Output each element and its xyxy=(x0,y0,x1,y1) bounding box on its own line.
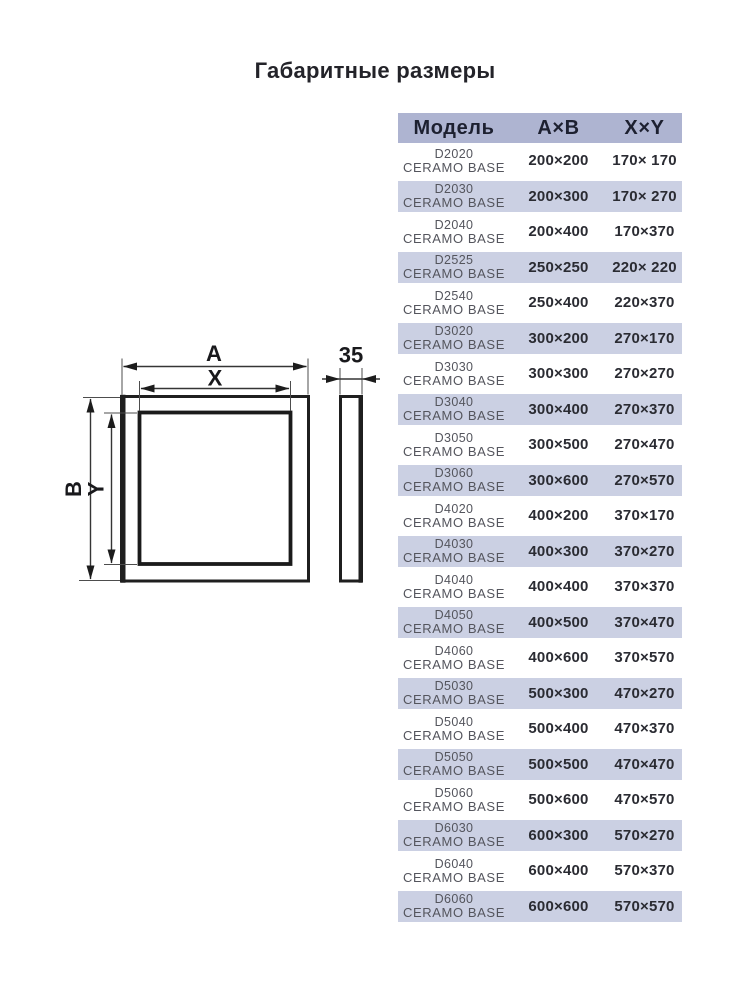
model-code: D4040 xyxy=(434,572,474,587)
dimension-drawing xyxy=(60,330,400,600)
table-row xyxy=(398,853,682,889)
table-row xyxy=(398,747,682,783)
model-cell xyxy=(398,573,510,601)
model-cell xyxy=(398,892,510,920)
axb-value: 600×300 xyxy=(528,826,589,844)
model-cell xyxy=(398,360,510,388)
model-series: CERAMO BASE xyxy=(403,905,505,921)
xxy-value: 270×170 xyxy=(614,329,675,347)
xxy-value: 220× 220 xyxy=(612,258,677,276)
model-series: CERAMO BASE xyxy=(403,834,505,850)
model-series: CERAMO BASE xyxy=(403,727,505,743)
axb-value: 200×300 xyxy=(528,187,589,205)
axb-value: 500×300 xyxy=(528,684,589,702)
model-cell xyxy=(398,289,510,317)
model-code: D2030 xyxy=(434,182,474,197)
table-row xyxy=(398,889,682,925)
model-cell xyxy=(398,324,510,352)
model-cell xyxy=(398,147,510,175)
model-code: D5060 xyxy=(434,785,474,800)
model-series: CERAMO BASE xyxy=(403,621,505,637)
table-row xyxy=(398,569,682,605)
model-series: CERAMO BASE xyxy=(403,869,505,885)
xxy-value: 370×570 xyxy=(614,649,675,667)
model-cell xyxy=(398,502,510,530)
xxy-value: 470×570 xyxy=(614,791,675,809)
xxy-value: 170×370 xyxy=(614,223,675,241)
axb-value: 400×500 xyxy=(528,613,589,631)
model-code: D3040 xyxy=(434,395,474,410)
table-row xyxy=(398,605,682,641)
xxy-value: 270×470 xyxy=(614,436,675,454)
model-series: CERAMO BASE xyxy=(403,372,505,388)
header-xxy: Х×Y xyxy=(624,116,665,139)
axb-value: 200×400 xyxy=(528,223,589,241)
table-row xyxy=(398,392,682,428)
xxy-value: 570×270 xyxy=(614,826,675,844)
table-row xyxy=(398,711,682,747)
axb-value: 600×400 xyxy=(528,862,589,880)
model-cell xyxy=(398,395,510,423)
axb-value: 250×250 xyxy=(528,258,589,276)
model-series: CERAMO BASE xyxy=(403,230,505,246)
model-code: D2540 xyxy=(434,288,474,303)
model-code: D4030 xyxy=(434,537,474,552)
model-series: CERAMO BASE xyxy=(403,550,505,566)
xxy-value: 470×270 xyxy=(614,684,675,702)
axb-value: 400×400 xyxy=(528,578,589,596)
dimension-lines xyxy=(91,367,381,580)
model-cell xyxy=(398,431,510,459)
table-row xyxy=(398,250,682,286)
model-cell xyxy=(398,821,510,849)
xxy-value: 270×270 xyxy=(614,365,675,383)
model-cell xyxy=(398,644,510,672)
axb-value: 400×300 xyxy=(528,542,589,560)
axb-value: 400×600 xyxy=(528,649,589,667)
label-width-inner: X xyxy=(207,365,223,391)
table-row xyxy=(398,285,682,321)
table-row xyxy=(398,498,682,534)
table-header xyxy=(398,113,682,143)
model-series: CERAMO BASE xyxy=(403,301,505,317)
model-series: CERAMO BASE xyxy=(403,798,505,814)
xxy-value: 270×370 xyxy=(614,400,675,418)
label-width-outer: A xyxy=(206,341,222,366)
axb-value: 300×500 xyxy=(528,436,589,454)
xxy-value: 370×370 xyxy=(614,578,675,596)
xxy-value: 270×570 xyxy=(614,471,675,489)
model-series: CERAMO BASE xyxy=(403,408,505,424)
model-cell xyxy=(398,857,510,885)
model-code: D2040 xyxy=(434,217,474,232)
table-row xyxy=(398,676,682,712)
model-series: CERAMO BASE xyxy=(403,266,505,282)
model-series: CERAMO BASE xyxy=(403,763,505,779)
model-code: D2525 xyxy=(434,253,474,268)
table-row xyxy=(398,463,682,499)
model-cell xyxy=(398,182,510,210)
axb-value: 250×400 xyxy=(528,294,589,312)
xxy-value: 170× 270 xyxy=(612,187,677,205)
xxy-value: 470×470 xyxy=(614,755,675,773)
xxy-value: 170× 170 xyxy=(612,152,677,170)
model-cell xyxy=(398,537,510,565)
axb-value: 300×400 xyxy=(528,400,589,418)
axb-value: 300×600 xyxy=(528,471,589,489)
xxy-value: 370×270 xyxy=(614,542,675,560)
table-row xyxy=(398,534,682,570)
table-row xyxy=(398,427,682,463)
model-cell xyxy=(398,253,510,281)
model-series: CERAMO BASE xyxy=(403,656,505,672)
header-axb: А×В xyxy=(537,116,580,139)
model-cell xyxy=(398,466,510,494)
xxy-value: 370×170 xyxy=(614,507,675,525)
model-code: D6030 xyxy=(434,821,474,836)
model-code: D6060 xyxy=(434,892,474,907)
model-series: CERAMO BASE xyxy=(403,195,505,211)
model-series: CERAMO BASE xyxy=(403,443,505,459)
model-series: CERAMO BASE xyxy=(403,585,505,601)
model-code: D5030 xyxy=(434,679,474,694)
model-cell xyxy=(398,608,510,636)
table-row xyxy=(398,640,682,676)
xxy-value: 220×370 xyxy=(614,294,675,312)
table-row xyxy=(398,143,682,179)
model-code: D3020 xyxy=(434,324,474,339)
model-cell xyxy=(398,218,510,246)
model-code: D2020 xyxy=(434,146,474,161)
model-series: CERAMO BASE xyxy=(403,692,505,708)
axb-value: 300×200 xyxy=(528,329,589,347)
model-cell xyxy=(398,786,510,814)
xxy-value: 570×570 xyxy=(614,897,675,915)
table-row xyxy=(398,818,682,854)
model-cell xyxy=(398,750,510,778)
xxy-value: 370×470 xyxy=(614,613,675,631)
table-row xyxy=(398,321,682,357)
model-series: CERAMO BASE xyxy=(403,514,505,530)
model-series: CERAMO BASE xyxy=(403,159,505,175)
axb-value: 300×300 xyxy=(528,365,589,383)
model-code: D4050 xyxy=(434,608,474,623)
axb-value: 500×500 xyxy=(528,755,589,773)
xxy-value: 470×370 xyxy=(614,720,675,738)
dimensions-table xyxy=(398,113,682,924)
model-code: D3050 xyxy=(434,430,474,445)
page-title: Габаритные размеры xyxy=(254,58,496,83)
axb-value: 200×200 xyxy=(528,152,589,170)
model-cell xyxy=(398,715,510,743)
model-series: CERAMO BASE xyxy=(403,479,505,495)
model-series: CERAMO BASE xyxy=(403,337,505,353)
label-height-inner: Y xyxy=(83,481,109,497)
model-code: D3060 xyxy=(434,466,474,481)
label-height-outer: B xyxy=(61,481,86,497)
table-row xyxy=(398,214,682,250)
axb-value: 600×600 xyxy=(528,897,589,915)
side-view xyxy=(341,395,362,583)
axb-value: 500×400 xyxy=(528,720,589,738)
model-code: D6040 xyxy=(434,856,474,871)
table-row xyxy=(398,782,682,818)
front-view xyxy=(122,395,309,583)
model-code: D4020 xyxy=(434,501,474,516)
model-cell xyxy=(398,679,510,707)
header-model: Модель xyxy=(413,116,495,139)
table-body xyxy=(398,143,682,924)
model-code: D4060 xyxy=(434,643,474,658)
xxy-value: 570×370 xyxy=(614,862,675,880)
label-depth: 35 xyxy=(338,342,364,368)
axb-value: 400×200 xyxy=(528,507,589,525)
table-row xyxy=(398,356,682,392)
model-code: D3030 xyxy=(434,359,474,374)
model-code: D5050 xyxy=(434,750,474,765)
axb-value: 500×600 xyxy=(528,791,589,809)
table-row xyxy=(398,179,682,215)
model-code: D5040 xyxy=(434,714,474,729)
